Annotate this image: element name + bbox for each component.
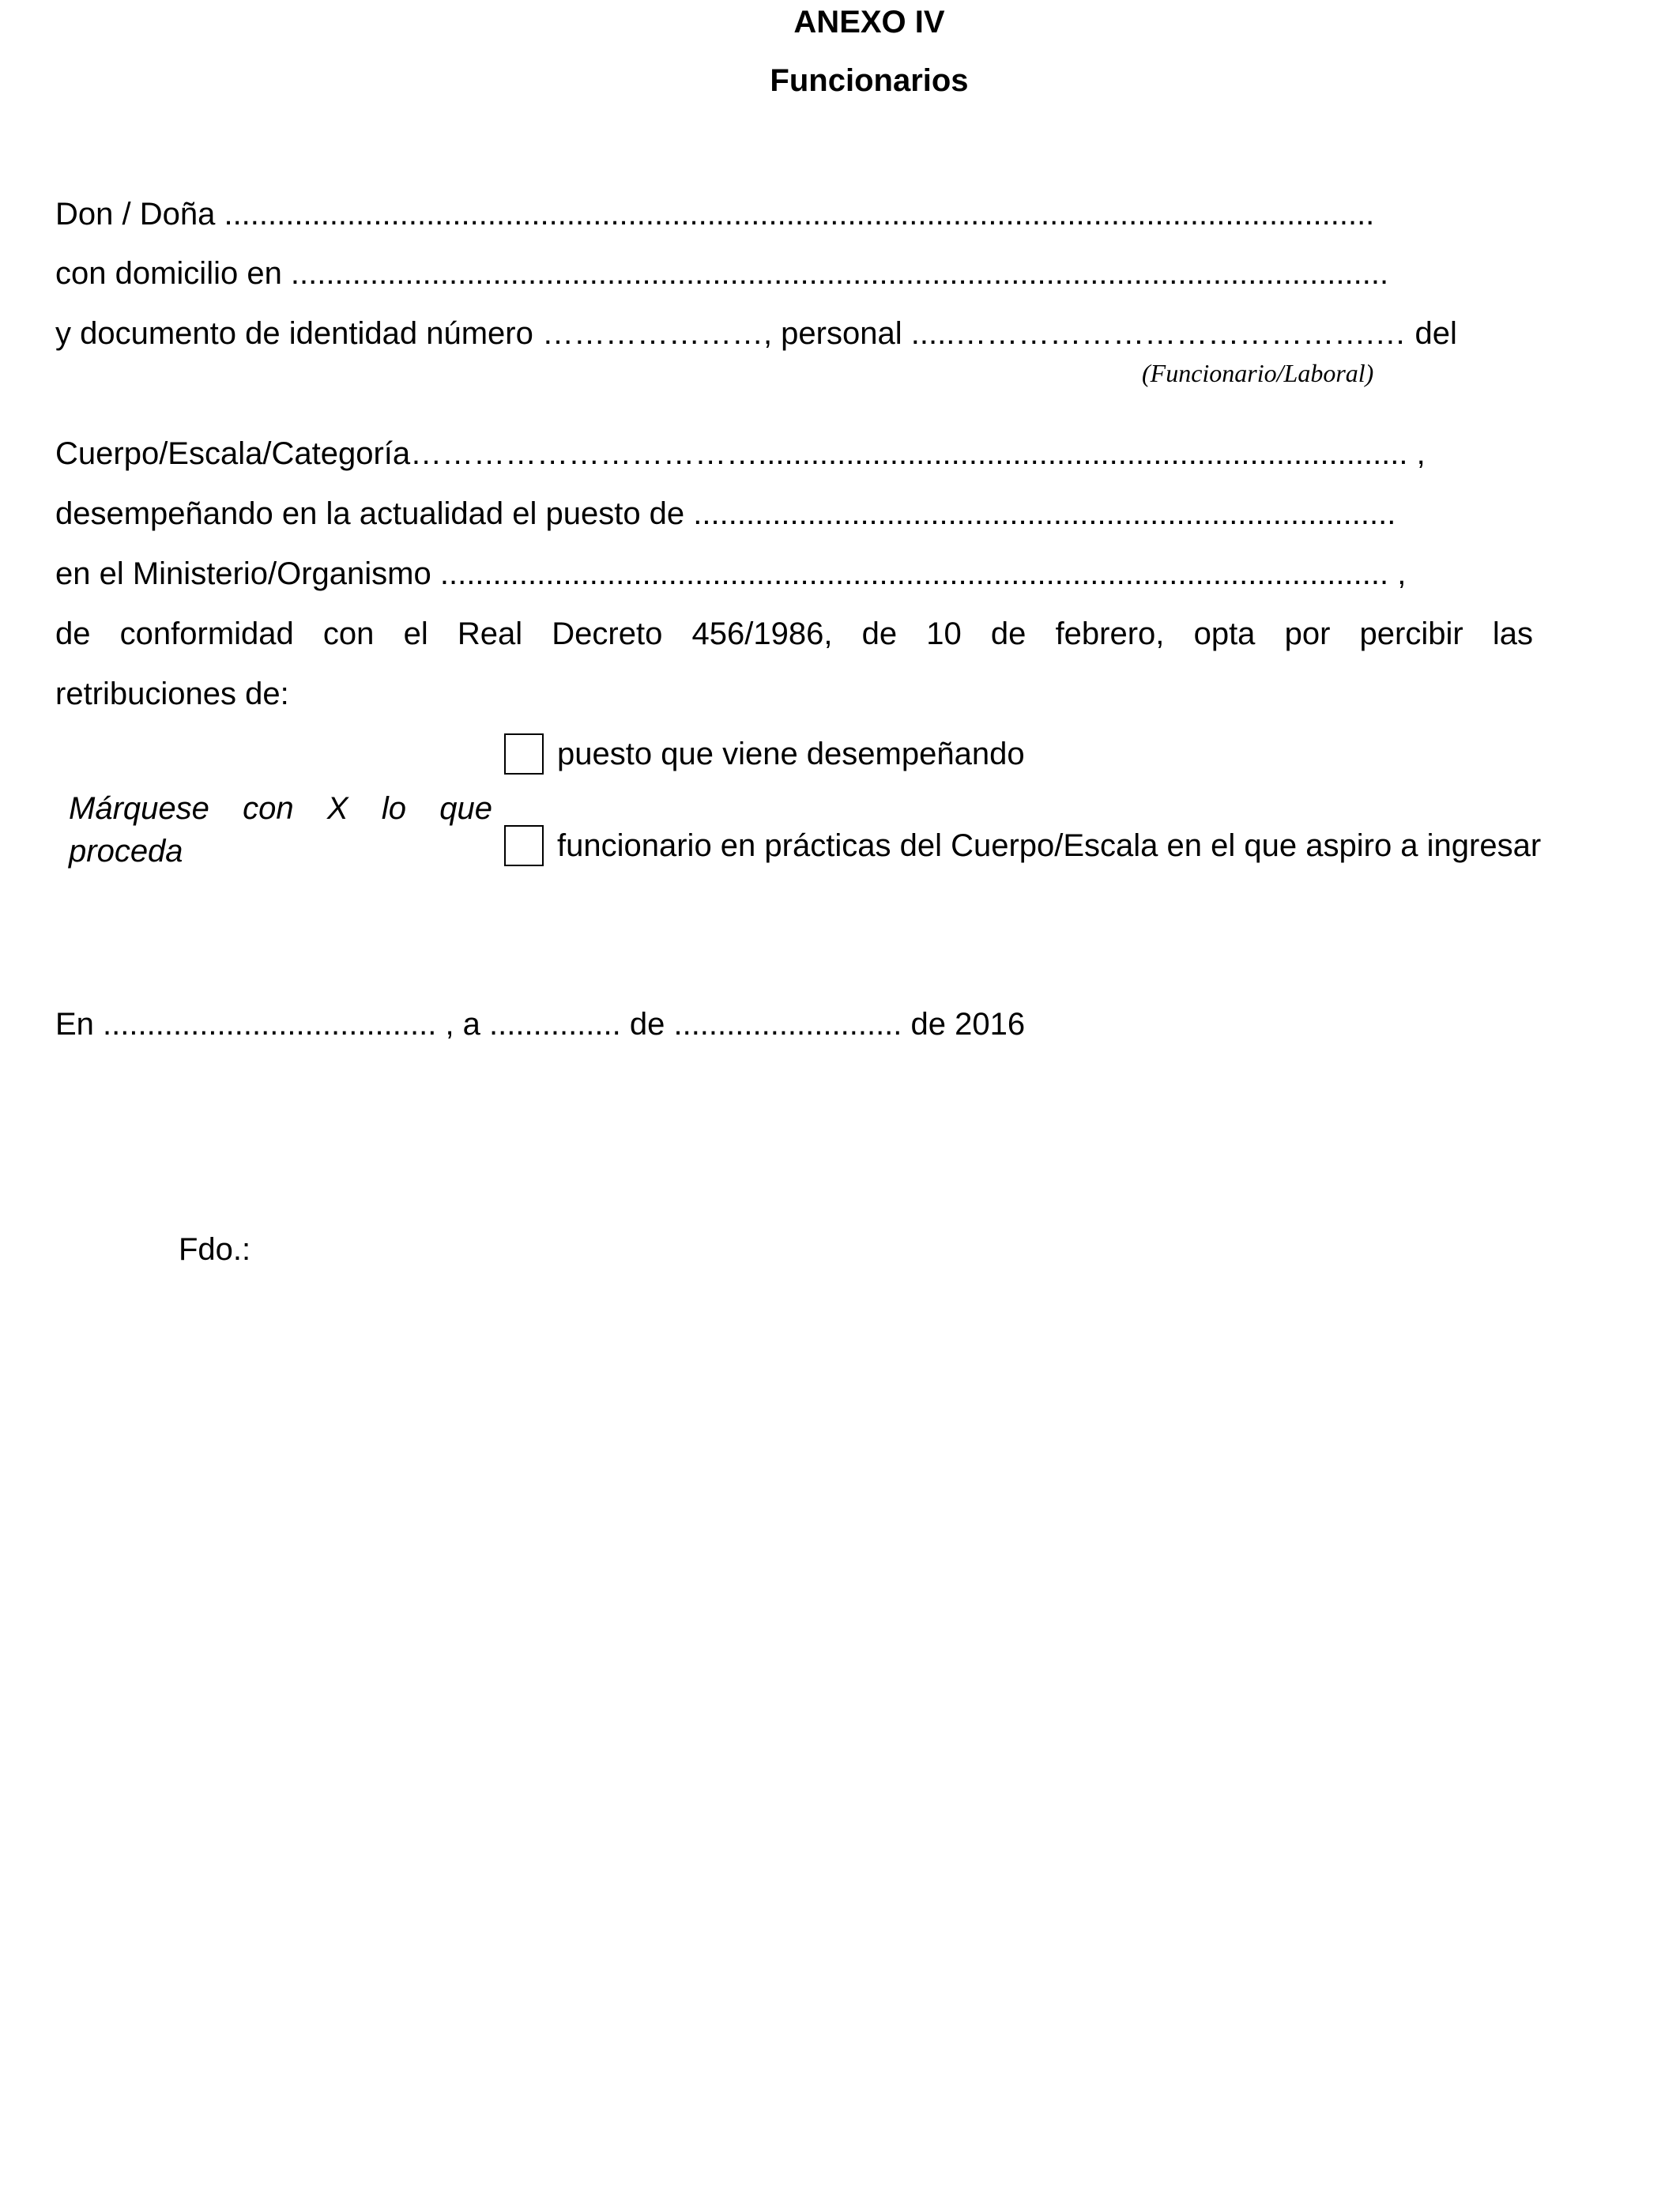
mark-instruction: Márquese con X lo que proceda <box>69 791 492 869</box>
name-line: Don / Doña ................................................................................................................................... <box>55 197 1375 232</box>
retributions-line: retribuciones de: <box>55 677 289 711</box>
decree-line: de conformidad con el Real Decreto 456/1986, de 10 de febrero, opta por percibir las <box>55 616 1533 651</box>
option-trainee-checkbox[interactable] <box>504 825 544 866</box>
body-category-line: Cuerpo/Escala/Categoría…………………………….......................................................................... , <box>55 436 1426 471</box>
option-current-post-label: puesto que viene desempeñando <box>557 737 1025 771</box>
place-date-line: En ...................................... , a ............... de .......................... de 2016 <box>55 1007 1026 1042</box>
option-current-post-checkbox[interactable] <box>504 733 544 775</box>
current-post-line: desempeñando en la actualidad el puesto de ................................................................................ <box>55 496 1396 531</box>
option-trainee-label: funcionario en prácticas del Cuerpo/Escala en el que aspiro a ingresar <box>557 828 1542 863</box>
personal-type-note: (Funcionario/Laboral) <box>1142 359 1374 387</box>
id-document-line: y documento de identidad número …………………, personal .....………………………………….… del <box>55 316 1457 351</box>
ministry-line: en el Ministerio/Organismo ............................................................................................................ , <box>55 556 1407 591</box>
address-line: con domicilio en ............................................................................................................................. <box>55 256 1389 291</box>
document-subtitle: Funcionarios <box>770 63 969 98</box>
signature-label: Fdo.: <box>179 1232 251 1267</box>
document-title: ANEXO IV <box>793 5 945 40</box>
